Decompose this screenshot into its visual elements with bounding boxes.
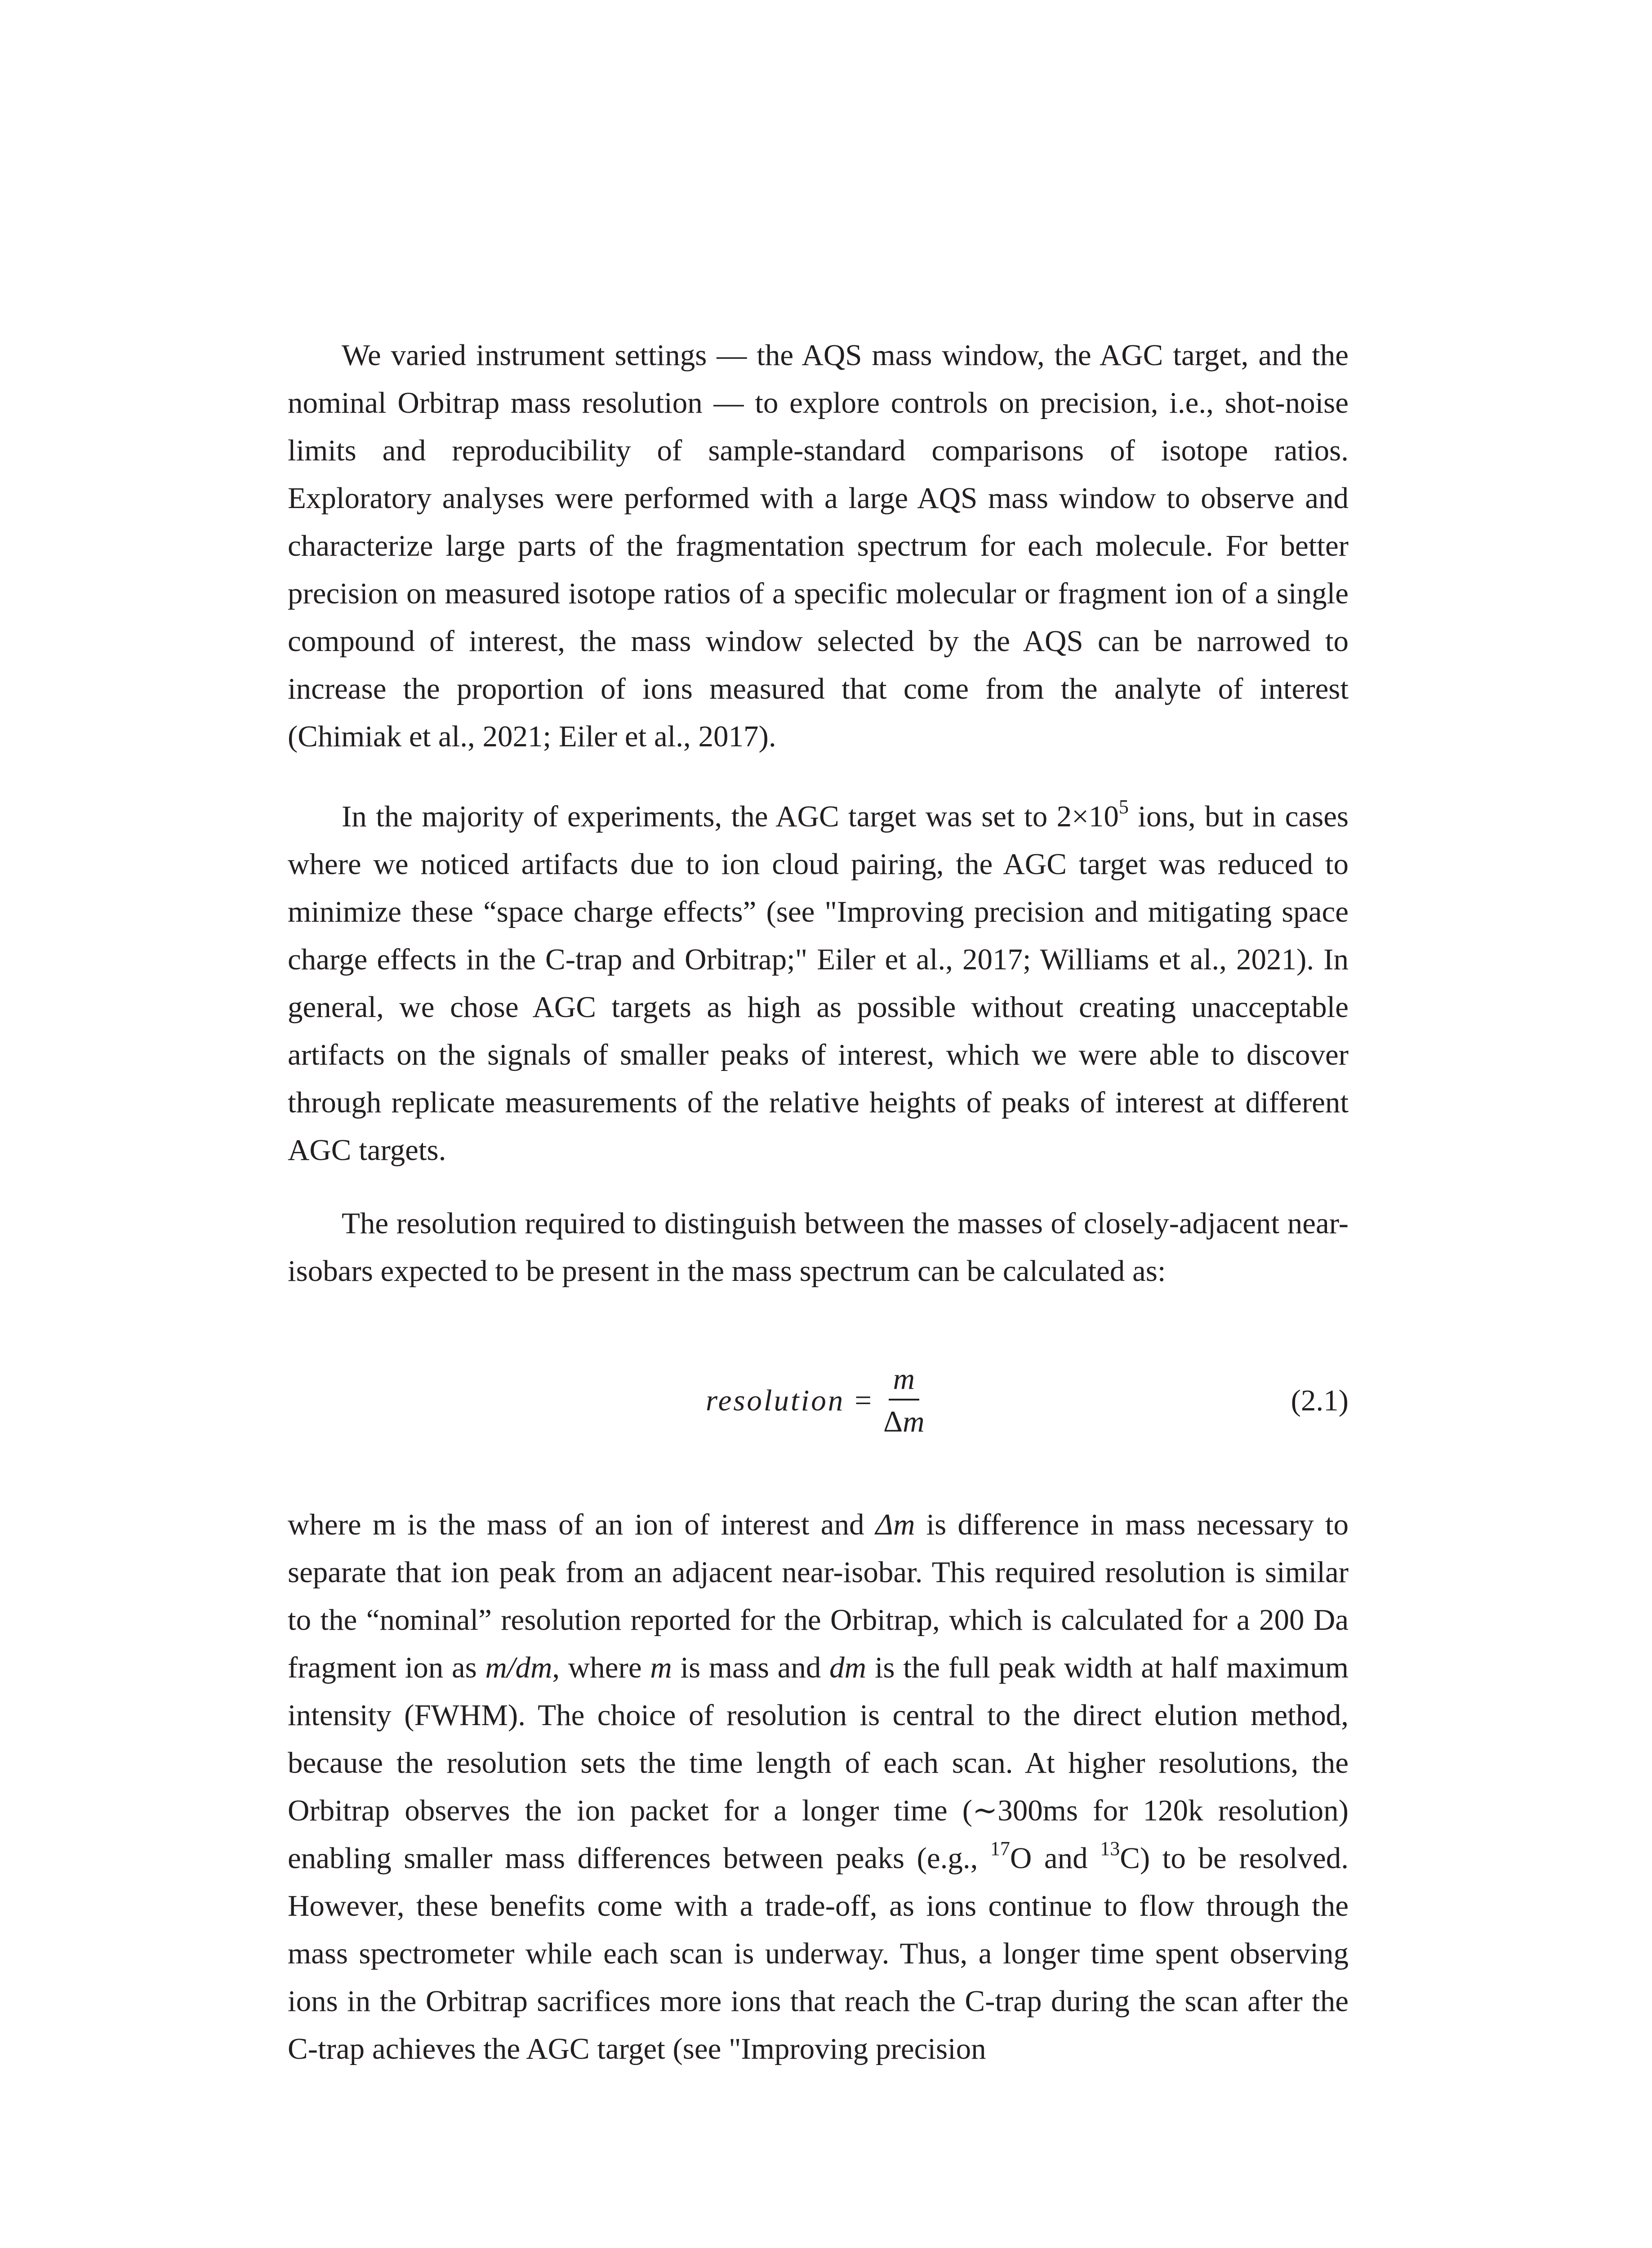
equation-lhs: resolution [706,1383,845,1417]
denominator-variable: m [903,1405,925,1438]
inline-math-delta-m: Δm [875,1508,915,1541]
paragraph-text: O and [1010,1842,1100,1875]
fraction-numerator: m [889,1364,919,1401]
paragraph-text: In the majority of experiments, the AGC target was set to 2×10 [342,800,1119,833]
paragraph-text: , where [552,1651,650,1684]
paragraph-text: ions, but in cases where we noticed artifacts due to ion cloud pairing, the AGC target was reduced to minimize these “space charge effects” (see "Improving precision and mitigating space charge effects in the C-trap and Orbitrap;" Eiler et al., 2017; Williams et al., 2021). In general, we chose AGC targets as high as possible without creating unacceptable artifacts on the signals of smaller peaks of interest, which we were able to discover through replicate measurements of the relative heights of peaks of interest at different AGC targets. [288,800,1349,1167]
paragraph-text: where m is the mass of an ion of interest and [288,1508,876,1541]
superscript-isotope-13: 13 [1100,1837,1120,1860]
paragraph-instrument-settings [288,331,1349,760]
equation-number: (2.1) [1291,1383,1349,1417]
paragraph-text: is difference in mass necessary to separate that ion peak from an adjacent near-isobar. This required resolution is similar to the “nominal” resolution reported for the Orbitrap, which is calculated for a 200 Da fragment ion as [288,1508,1349,1684]
superscript-isotope-17: 17 [990,1837,1010,1860]
paragraph-text: The resolution required to distinguish between the masses of closely-adjacent near-isobars expected to be present in the mass spectrum can be calculated as: [288,1207,1349,1288]
paragraph-text: is mass and [672,1651,830,1684]
paragraph-resolution-explanation [288,1501,1349,2073]
equation-fraction [883,1364,924,1437]
paragraph-agc-target [288,793,1349,1174]
paragraph-text: We varied instrument settings — the AQS mass window, the AGC target, and the nominal Orbitrap mass resolution — to explore controls on precision, i.e., shot-noise limits and reproducibility of sample-standard comparisons of isotope ratios. Exploratory analyses were performed with a large AQS mass window to observe and characterize large parts of the fragmentation spectrum for each molecule. For better precision on measured isotope ratios of a specific molecular or fragment ion of a single compound of interest, the mass window selected by the AQS can be narrowed to increase the proportion of ions measured that come from the analyte of interest (Chimiak et al., 2021; Eiler et al., 2017). [288,339,1349,753]
paragraph-text: is the full peak width at half maximum intensity (FWHM). The choice of resolution is central to the direct elution method, because the resolution sets the time length of each scan. At higher resolutions, the Orbitrap observes the ion packet for a longer time (∼300ms for 120k resolution) enabling smaller mass differences between peaks (e.g., [288,1651,1349,1875]
equation-body [706,1358,925,1443]
inline-math-dm: dm [829,1651,867,1684]
inline-math-m-over-dm: m/dm [485,1651,552,1684]
equation-resolution [288,1358,1349,1443]
equation-equals: = [855,1383,872,1417]
paragraph-resolution-intro [288,1200,1349,1295]
superscript-exponent: 5 [1118,795,1129,818]
delta-symbol: Δ [883,1405,903,1438]
fraction-denominator [883,1401,924,1437]
paragraph-text: C) to be resolved. However, these benefits come with a trade-off, as ions continue to flow through the mass spectrometer while each scan is underway. Thus, a longer time spent observing ions in the Orbitrap sacrifices more ions that reach the C-trap during the scan after the C-trap achieves the AGC target (see "Improving precision [288,1842,1349,2065]
inline-math-m: m [650,1651,672,1684]
